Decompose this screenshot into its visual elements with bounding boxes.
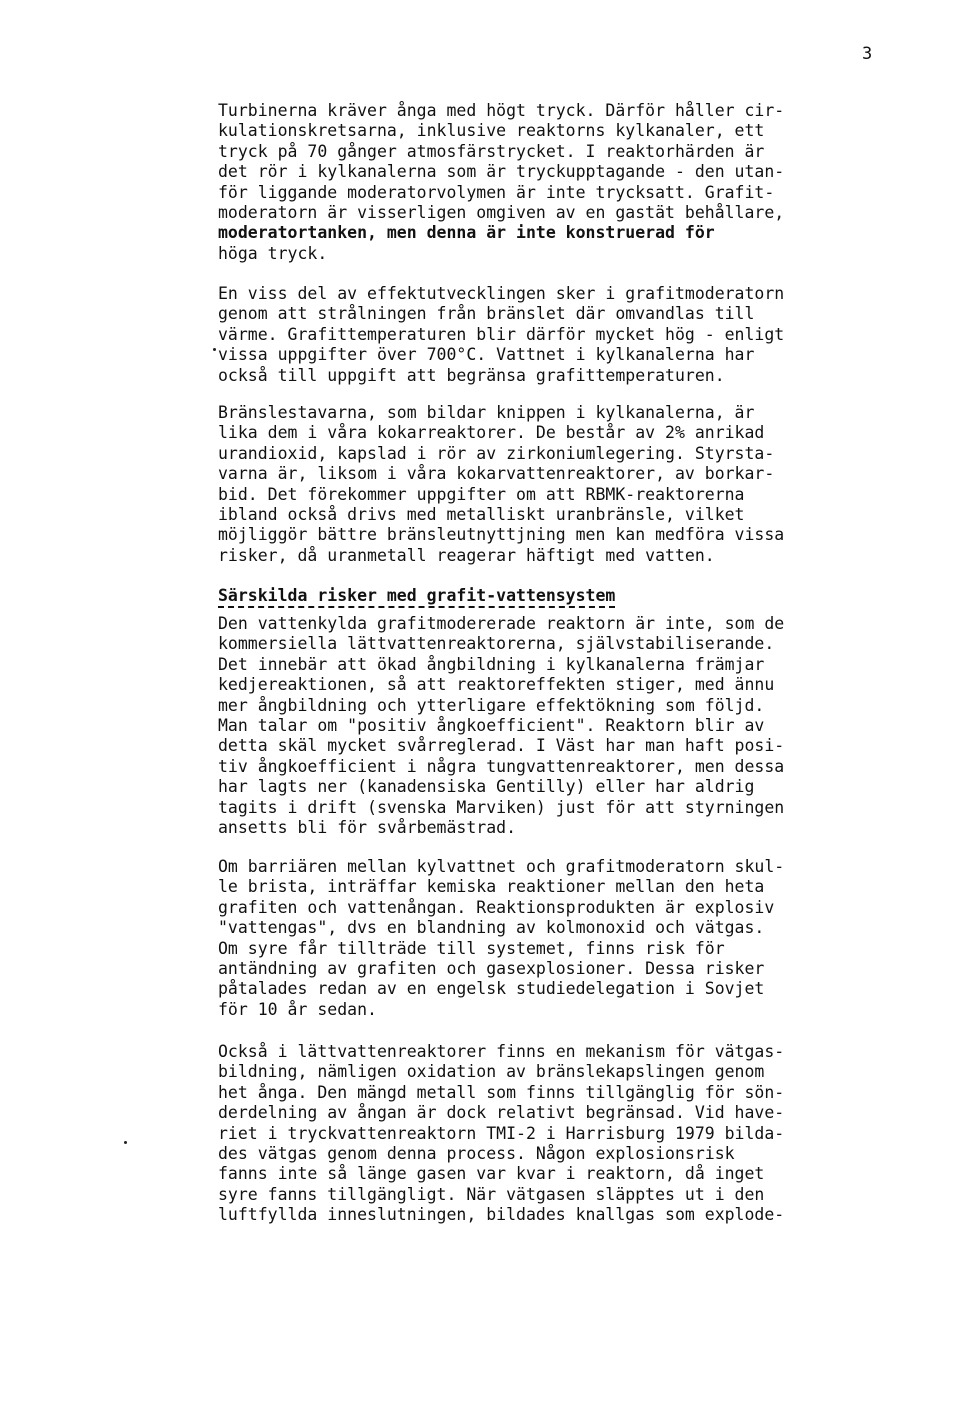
text-line: mer ångbildning och ytterligare effektökning som följd. xyxy=(218,695,765,715)
text-line: Om barriären mellan kylvattnet och grafitmoderatorn skul- xyxy=(218,857,785,876)
text-line: genom att strålningen från bränslet där omvandlas till xyxy=(218,304,755,324)
text-line: moderatorn är visserligen omgiven av en gastät behållare, xyxy=(218,202,785,222)
text-line: antändning av grafiten och gasexplosioner. Dessa risker xyxy=(218,958,765,978)
scan-speck xyxy=(213,348,216,351)
text-line: höga tryck. xyxy=(218,243,328,263)
text-line: värme. Grafittemperaturen blir därför mycket hög - enligt xyxy=(218,324,785,344)
text-line: det rör i kylkanalerna som är tryckupptagande - den utan- xyxy=(218,162,785,182)
text-line: tagits i drift (svenska Marviken) just för att styrningen xyxy=(218,797,785,817)
text-line-emphasis: moderatortanken, men denna är inte konstruerad för xyxy=(218,223,715,243)
paragraph-hydrogen-formation xyxy=(218,1042,918,1226)
text-line: för liggande moderatorvolymen är inte trycksatt. Grafit- xyxy=(218,182,775,202)
text-line: des vätgas genom denna process. Någon explosionsrisk xyxy=(218,1143,735,1163)
text-line: Det innebär att ökad ångbildning i kylkanalerna främjar xyxy=(218,654,765,674)
section-heading: Särskilda risker med grafit-vattensystem xyxy=(218,586,615,608)
text-line: riet i tryckvattenreaktorn TMI-2 i Harrisburg 1979 bilda- xyxy=(218,1123,785,1143)
text-line: kedjereaktionen, så att reaktoreffekten stiger, med ännu xyxy=(218,675,775,695)
text-line: ansetts bli för svårbemästrad. xyxy=(218,817,517,837)
scan-speck xyxy=(124,1141,127,1144)
text-line: risker, då uranmetall reagerar häftigt med vatten. xyxy=(218,545,715,565)
text-line: ibland också drivs med metalliskt uranbränsle, vilket xyxy=(218,504,745,524)
text-line: grafiten och vattenångan. Reaktionsprodukten är explosiv xyxy=(218,897,775,917)
text-line: het ånga. Den mängd metall som finns tillgänglig för sön- xyxy=(218,1082,785,1102)
text-line: fanns inte så länge gasen var kvar i reaktorn, då inget xyxy=(218,1164,765,1184)
text-line: kommersiella lättvattenreaktorerna, självstabiliserande. xyxy=(218,634,775,654)
text-line: också till uppgift att begränsa grafittemperaturen. xyxy=(218,365,725,385)
text-line: le brista, inträffar kemiska reaktioner mellan den heta xyxy=(218,877,765,897)
text-line: möjliggör bättre bränsleutnyttjning men kan medföra vissa xyxy=(218,525,785,545)
text-line: har lagts ner (kanadensiska Gentilly) eller har aldrig xyxy=(218,777,755,797)
text-line: syre fanns tillgängligt. När vätgasen släpptes ut i den xyxy=(218,1184,765,1204)
text-line: Om syre får tillträde till systemet, finns risk för xyxy=(218,938,725,958)
text-line: "vattengas", dvs en blandning av kolmonoxid och vätgas. xyxy=(218,918,765,938)
text-line: tryck på 70 gånger atmosfärstrycket. I reaktorhärden är xyxy=(218,141,765,161)
text-line: kulationskretsarna, inklusive reaktorns kylkanaler, ett xyxy=(218,121,765,141)
paragraph-water-gas xyxy=(218,857,918,1020)
text-line: för 10 år sedan. xyxy=(218,999,377,1019)
text-line: vissa uppgifter över 700°C. Vattnet i kylkanalerna har xyxy=(218,345,755,365)
page-number: 3 xyxy=(862,44,873,64)
paragraph-fuel-rods xyxy=(218,403,918,566)
text-line: lika dem i våra kokarreaktorer. De består av 2% anrikad xyxy=(218,423,765,443)
paragraph-turbines xyxy=(218,101,918,264)
text-line: tiv ångkoefficient i några tungvattenreaktorer, men dessa xyxy=(218,756,785,776)
text-line: derdelning av ångan är dock relativt begränsad. Vid have- xyxy=(218,1103,785,1123)
text-line: Man talar om "positiv ångkoefficient". Reaktorn blir av xyxy=(218,715,765,735)
text-line: bildning, nämligen oxidation av bränslekapslingen genom xyxy=(218,1062,765,1082)
paragraph-positive-void-coefficient xyxy=(218,614,918,838)
text-line: urandioxid, kapslad i rör av zirkoniumlegering. Styrsta- xyxy=(218,443,775,463)
text-line: detta skäl mycket svårreglerad. I Väst har man haft posi- xyxy=(218,736,785,756)
text-line: luftfyllda inneslutningen, bildades knallgas som explode- xyxy=(218,1205,785,1225)
text-line: Den vattenkylda grafitmodererade reaktorn är inte, som de xyxy=(218,614,785,633)
text-line: bid. Det förekommer uppgifter om att RBMK-reaktorerna xyxy=(218,484,745,504)
text-line: Också i lättvattenreaktorer finns en mekanism för vätgas- xyxy=(218,1042,785,1061)
section-heading-block xyxy=(218,586,918,608)
text-line: Turbinerna kräver ånga med högt tryck. Därför håller cir- xyxy=(218,101,785,120)
text-line: påtalades redan av en engelsk studiedelegation i Sovjet xyxy=(218,979,765,999)
paragraph-graphite-temperature xyxy=(218,284,918,386)
text-line: En viss del av effektutvecklingen sker i grafitmoderatorn xyxy=(218,284,785,303)
text-line: varna är, liksom i våra kokarvattenreaktorer, av borkar- xyxy=(218,464,775,484)
text-line: Bränslestavarna, som bildar knippen i kylkanalerna, är xyxy=(218,403,755,422)
